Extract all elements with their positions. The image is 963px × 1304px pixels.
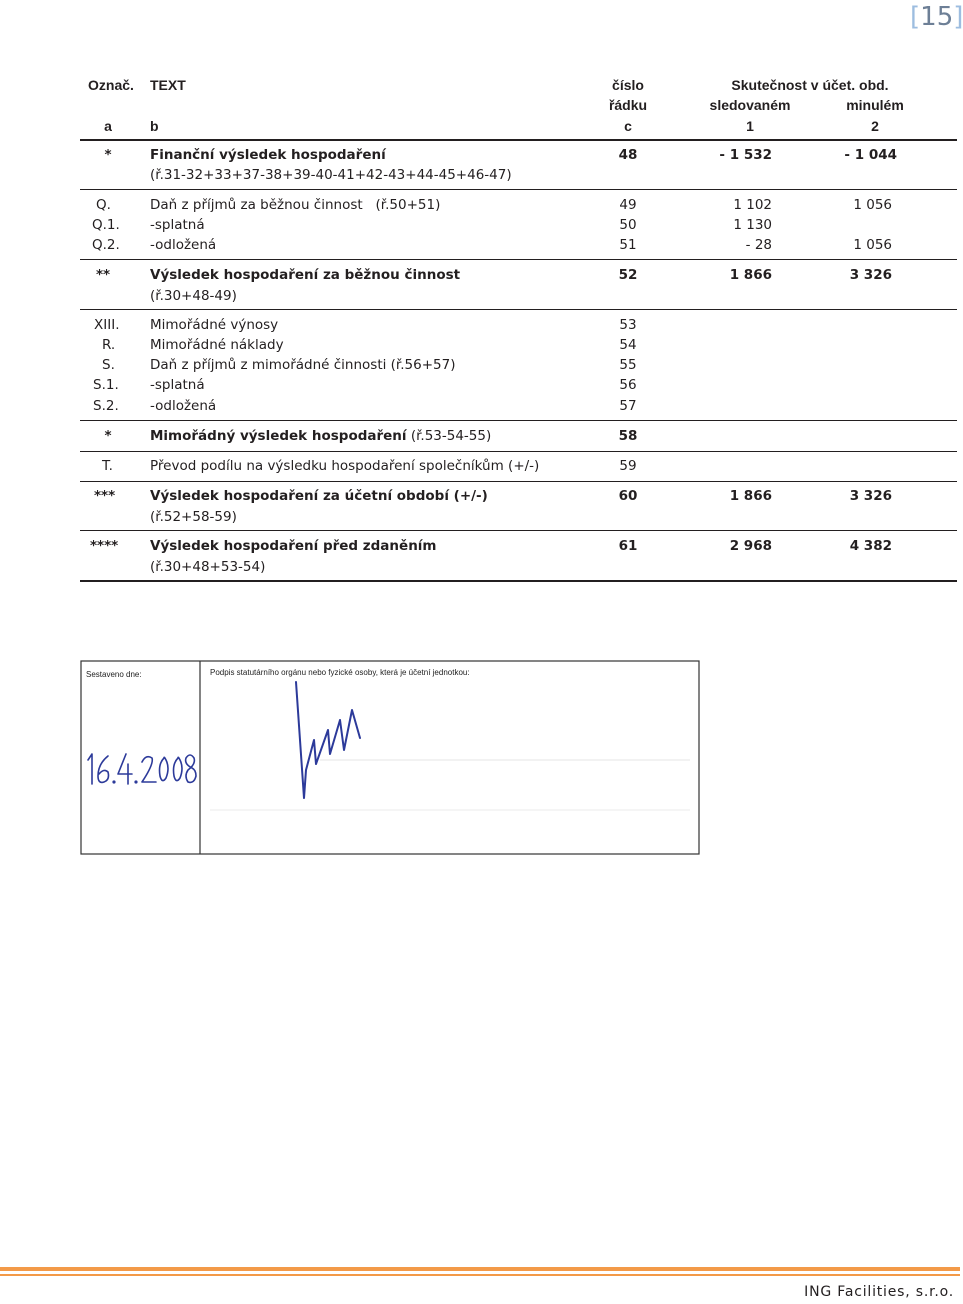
row-number: 58: [618, 428, 638, 444]
row-number: 49: [619, 197, 637, 213]
row-mark: XIII.: [94, 317, 120, 333]
company-name: ING Facilities, s.r.o.: [804, 1284, 954, 1300]
row-text: Daň z příjmů za běžnou činnost (ř.50+51): [150, 197, 441, 213]
bracket-right: ]: [953, 2, 963, 32]
row-previous: 1 056: [853, 237, 892, 253]
row-text: Výsledek hospodaření před zdaněním: [150, 538, 437, 554]
row-number: 60: [618, 488, 638, 504]
row-formula: (ř.52+58-59): [150, 509, 237, 525]
header-sub-1: 1: [746, 118, 754, 134]
row-text: Daň z příjmů z mimořádné činnosti (ř.56+57): [150, 357, 456, 373]
page-number: [910, 2, 963, 32]
row-mark: ****: [90, 538, 119, 554]
row-formula: (ř.53-54-55): [406, 428, 492, 444]
row-previous: 3 326: [849, 267, 892, 283]
signature-box: [80, 660, 700, 855]
rule: [80, 580, 957, 582]
rule: [80, 451, 957, 452]
row-previous: 3 326: [849, 488, 892, 504]
row-previous: - 1 044: [844, 147, 897, 163]
row-number: 57: [619, 398, 637, 414]
header-sub-2: 2: [871, 118, 879, 134]
rule: [80, 530, 957, 531]
page-number-value: 15: [920, 2, 954, 32]
row-mark: Q.1.: [92, 217, 120, 233]
row-mark: Q.2.: [92, 237, 120, 253]
row-text: Mimořádné výnosy: [150, 317, 279, 333]
row-number: 51: [619, 237, 637, 253]
header-current-period: sledovaném: [709, 97, 791, 113]
row-number: 54: [619, 337, 637, 353]
row-previous: 4 382: [849, 538, 892, 554]
row-number: 48: [618, 147, 638, 163]
rule: [80, 259, 957, 260]
row-mark: S.: [102, 357, 115, 373]
row-text: Mimořádný výsledek hospodaření: [150, 428, 407, 444]
row-mark: Q.: [96, 197, 111, 213]
footer-rule: [0, 1267, 960, 1271]
row-text: -splatná: [150, 377, 205, 393]
row-number: 55: [619, 357, 637, 373]
row-current: 1 130: [733, 217, 772, 233]
footer-rule-thin: [0, 1274, 960, 1276]
row-mark: R.: [102, 337, 116, 353]
row-text: -splatná: [150, 217, 205, 233]
header-previous-period: minulém: [846, 97, 904, 113]
row-mark: **: [96, 267, 111, 283]
row-mark: S.2.: [93, 398, 119, 414]
row-number: 52: [618, 267, 638, 283]
header-actual: Skutečnost v účet. obd.: [731, 77, 889, 93]
header-sub-a: a: [104, 118, 112, 134]
rule: [80, 481, 957, 482]
row-number: 53: [619, 317, 637, 333]
row-current: 2 968: [729, 538, 772, 554]
row-mark: *: [104, 147, 112, 163]
row-number: 56: [619, 377, 637, 393]
rule: [80, 189, 957, 190]
row-formula: (ř.30+48-49): [150, 288, 237, 304]
signatory-label: Podpis statutárního orgánu nebo fyzické osoby, která je účetní jednotkou:: [210, 668, 470, 677]
bracket-left: [: [910, 2, 921, 32]
header-row-number-2: řádku: [608, 97, 648, 113]
header-row-number-1: číslo: [612, 77, 644, 93]
row-mark: *: [104, 428, 112, 444]
row-text: Převod podílu na výsledku hospodaření společníkům (+/-): [150, 458, 540, 474]
header-sub-b: b: [150, 118, 159, 134]
handwritten-date: [84, 750, 204, 790]
row-text: Výsledek hospodaření za účetní období (+/-): [150, 488, 488, 504]
row-number: 59: [619, 458, 637, 474]
header-sub-c: c: [624, 118, 632, 134]
row-mark: ***: [94, 488, 116, 504]
row-number: 50: [619, 217, 637, 233]
header-mark: Označ.: [88, 77, 134, 93]
row-current: - 28: [745, 237, 772, 253]
row-mark: T.: [102, 458, 113, 474]
row-text: -odložená: [150, 237, 217, 253]
row-formula: (ř.31-32+33+37-38+39-40-41+42-43+44-45+46-47): [150, 167, 512, 183]
row-formula: (ř.30+48+53-54): [150, 559, 266, 575]
rule: [80, 139, 957, 141]
header-text: TEXT: [150, 77, 186, 93]
row-text: -odložená: [150, 398, 217, 414]
row-number: 61: [618, 538, 638, 554]
row-current: 1 102: [733, 197, 772, 213]
row-previous: 1 056: [853, 197, 892, 213]
row-mark: S.1.: [93, 377, 119, 393]
row-text-wrap: [150, 427, 491, 445]
row-text: Finanční výsledek hospodaření: [150, 147, 386, 163]
rule: [80, 420, 957, 421]
row-current: - 1 532: [719, 147, 772, 163]
rule: [80, 309, 957, 310]
row-current: 1 866: [729, 488, 772, 504]
signature-scribble: [290, 680, 370, 800]
date-label: Sestaveno dne:: [86, 670, 142, 679]
row-current: 1 866: [729, 267, 772, 283]
row-text: Mimořádné náklady: [150, 337, 284, 353]
row-text: Výsledek hospodaření za běžnou činnost: [150, 267, 461, 283]
